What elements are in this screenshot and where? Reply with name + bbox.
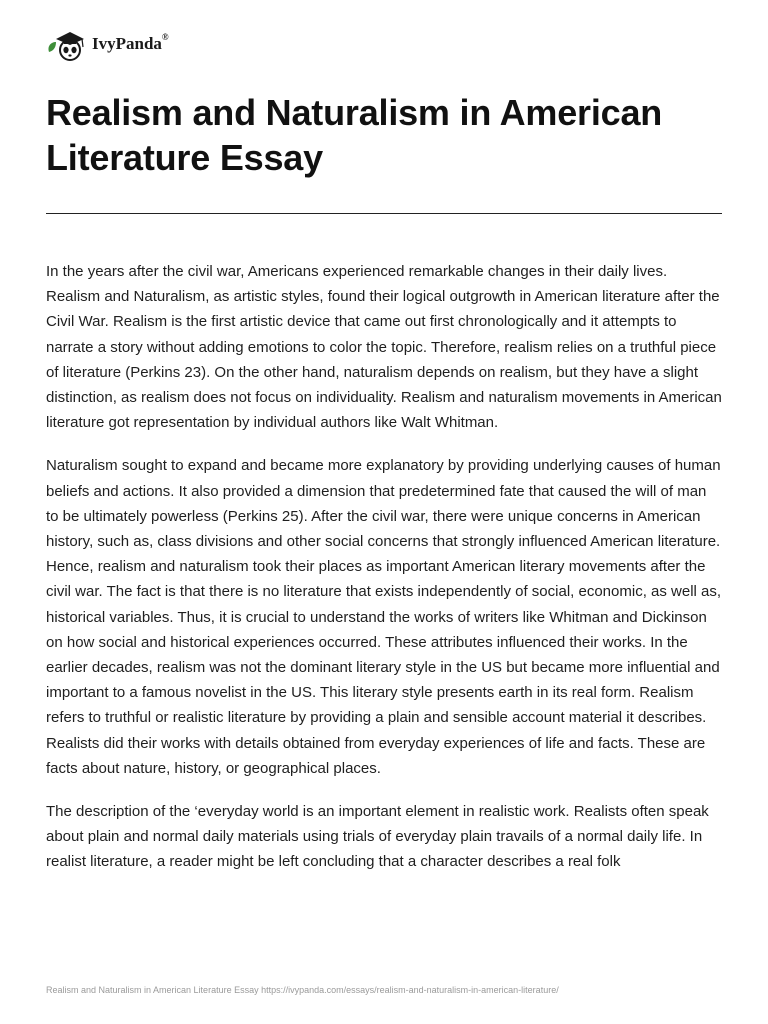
ivypanda-logo[interactable] (46, 28, 169, 62)
paragraph: Naturalism sought to expand and became more explanatory by providing underlying causes of human beliefs and actions. It also provided a dimension that predetermined fate that caused the will of man to be ultimately powerless (Perkins 25). After the civil war, there were unique concerns in American history, such as, class divisions and other social concerns that strongly influenced American literature. Hence, realism and naturalism took their places as important American literary movements after the civil war. The fact is that there is no literature that exists independently of social, economic, as well as, historical variables. Thus, it is crucial to understand the works of writers like Whitman and Dickinson on how social and historical experiences occurred. These attributes influenced their works. In the earlier decades, realism was not the dominant literary style in the US but became more influential and important to a famous novelist in the US. This literary style presents earth in its real form. Realism refers to truthful or realistic literature by providing a plain and sensible account material it describes. Realists did their works with details obtained from everyday experiences of life and facts. These are facts about nature, history, or geographical places. (46, 457, 722, 777)
title-divider (46, 213, 722, 214)
page-title: Realism and Naturalism in American Literature Essay (46, 92, 663, 178)
footer-source-link[interactable]: Realism and Naturalism in American Literature Essay https://ivypanda.com/essays/realism-and-naturalism-in-american-literature/ (46, 985, 559, 995)
paragraph: The description of the ‘everyday world is an important element in realistic work. Realists often speak about plain and normal daily materials using trials of everyday plain travails of a normal daily life. In realist literature, a reader might be left concluding that a character describes a real folk (46, 803, 709, 871)
paragraph: In the years after the civil war, Americans experienced remarkable changes in their daily lives. Realism and Naturalism, as artistic styles, found their logical outgrowth in American literature after the Civil War. Realism is the first artistic device that came out first chronologically and it attempts to narrate a story without adding emotions to color the topic. Therefore, realism relies on a truthful piece of literature (Perkins 23). On the other hand, naturalism depends on realism, but they have a slight distinction, as realism does not focus on individuality. Realism and naturalism movements in American literature got representation by individual authors like Walt Whitman. (46, 263, 722, 432)
panda-graduation-cap-icon (46, 28, 90, 62)
essay-body (46, 259, 722, 893)
brand-name: IvyPanda® (92, 32, 169, 53)
